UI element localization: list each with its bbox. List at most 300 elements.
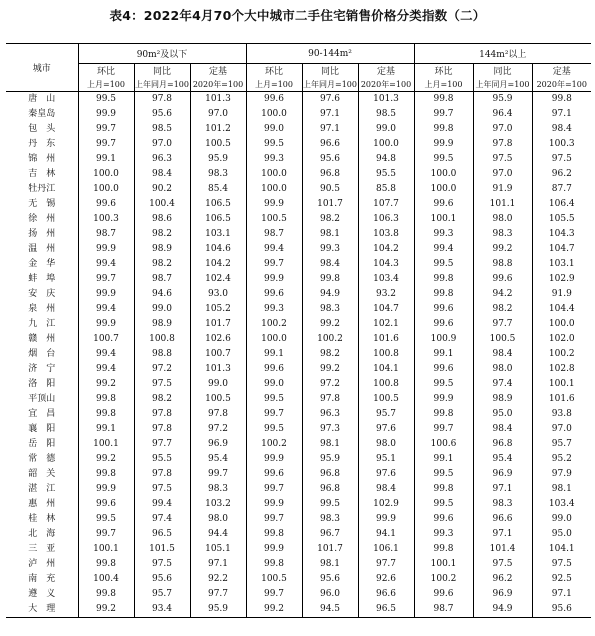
index-value: 100.5 [190, 137, 246, 152]
index-value: 102.9 [358, 497, 414, 512]
index-value: 97.7 [134, 437, 190, 452]
table-row [6, 242, 591, 257]
index-value: 99.6 [414, 317, 473, 332]
index-value: 98.8 [473, 257, 532, 272]
index-value: 97.1 [302, 107, 358, 122]
index-value: 99.3 [302, 242, 358, 257]
index-value: 98.4 [473, 422, 532, 437]
index-value: 101.7 [302, 542, 358, 557]
city-name: 平顶山 [28, 394, 56, 404]
index-value: 98.1 [302, 437, 358, 452]
col-base: 上年同月=100 [134, 77, 190, 92]
index-value: 98.2 [134, 257, 190, 272]
index-value: 100.2 [246, 437, 302, 452]
index-value: 97.4 [473, 377, 532, 392]
index-value: 101.6 [532, 392, 591, 407]
index-value: 97.0 [473, 167, 532, 182]
table-row [6, 422, 591, 437]
index-value: 97.8 [134, 467, 190, 482]
index-value: 97.0 [473, 122, 532, 137]
index-value: 99.9 [414, 392, 473, 407]
index-value: 99.4 [78, 302, 134, 317]
city-name: 秦皇岛 [28, 109, 56, 119]
index-value: 99.5 [246, 422, 302, 437]
table-row [6, 302, 591, 317]
city-name: 赣 州 [28, 334, 56, 344]
index-value: 104.1 [532, 542, 591, 557]
table-row [6, 602, 591, 618]
index-value: 99.1 [414, 452, 473, 467]
index-value: 99.6 [414, 197, 473, 212]
index-value: 99.8 [78, 392, 134, 407]
index-value: 95.9 [190, 152, 246, 167]
index-value: 87.7 [532, 182, 591, 197]
index-value: 95.7 [134, 587, 190, 602]
table-row [6, 392, 591, 407]
index-value: 104.3 [532, 227, 591, 242]
table-row [6, 452, 591, 467]
index-value: 99.9 [246, 497, 302, 512]
index-value: 99.5 [414, 152, 473, 167]
index-value: 99.4 [78, 362, 134, 377]
index-value: 99.5 [414, 257, 473, 272]
index-value: 97.5 [473, 557, 532, 572]
table-row [6, 467, 591, 482]
city-name: 大 理 [6, 602, 78, 618]
table-row [6, 377, 591, 392]
index-value: 98.1 [302, 227, 358, 242]
index-value: 99.7 [246, 587, 302, 602]
index-value: 98.9 [473, 392, 532, 407]
index-value: 100.0 [532, 317, 591, 332]
index-value: 98.7 [414, 602, 473, 618]
index-value: 99.7 [414, 107, 473, 122]
index-value: 93.4 [134, 602, 190, 618]
col-base: 上月=100 [414, 77, 473, 92]
index-value: 98.7 [246, 227, 302, 242]
index-value: 92.2 [190, 572, 246, 587]
index-value: 99.6 [414, 362, 473, 377]
index-value: 98.2 [473, 302, 532, 317]
index-value: 94.2 [473, 287, 532, 302]
index-value: 99.9 [246, 272, 302, 287]
index-value: 99.9 [78, 242, 134, 257]
index-value: 85.8 [358, 182, 414, 197]
index-value: 99.8 [302, 272, 358, 287]
index-value: 94.6 [134, 287, 190, 302]
index-value: 99.8 [414, 482, 473, 497]
index-value: 97.8 [190, 407, 246, 422]
index-value: 99.6 [78, 497, 134, 512]
index-value: 96.4 [473, 107, 532, 122]
col-fixed: 定基 [358, 64, 414, 78]
index-value: 99.4 [414, 242, 473, 257]
table-row [6, 287, 591, 302]
index-value: 96.8 [302, 467, 358, 482]
index-value: 99.6 [246, 92, 302, 108]
index-value: 102.8 [532, 362, 591, 377]
index-value: 97.0 [134, 137, 190, 152]
city-name: 湛 江 [28, 484, 56, 494]
index-value: 100.0 [78, 182, 134, 197]
city-name: 唐 山 [28, 94, 56, 104]
index-value: 100.5 [358, 392, 414, 407]
index-value: 101.5 [134, 542, 190, 557]
index-value: 99.6 [246, 287, 302, 302]
table-row [6, 137, 591, 152]
col-yoy: 同比 [302, 64, 358, 78]
city-name: 桂 林 [28, 514, 56, 524]
index-value: 104.4 [532, 302, 591, 317]
index-value: 99.6 [246, 467, 302, 482]
index-value: 99.5 [414, 377, 473, 392]
index-value: 97.8 [302, 392, 358, 407]
group-header-medium: 90-144m² [246, 44, 414, 64]
index-value: 99.7 [78, 122, 134, 137]
index-value: 99.3 [246, 152, 302, 167]
index-value: 96.9 [190, 437, 246, 452]
index-value: 99.8 [78, 557, 134, 572]
index-value: 99.9 [78, 317, 134, 332]
index-value: 100.2 [414, 572, 473, 587]
index-value: 101.3 [358, 92, 414, 108]
index-value: 101.2 [190, 122, 246, 137]
price-index-table [6, 43, 591, 618]
index-value: 98.9 [134, 317, 190, 332]
index-value: 98.2 [134, 227, 190, 242]
index-value: 100.0 [414, 182, 473, 197]
city-name: 济 宁 [28, 364, 56, 374]
index-value: 100.5 [246, 212, 302, 227]
index-value: 103.4 [358, 272, 414, 287]
index-value: 97.5 [134, 482, 190, 497]
index-value: 103.4 [532, 497, 591, 512]
index-value: 98.5 [134, 122, 190, 137]
index-value: 99.9 [78, 107, 134, 122]
index-value: 100.8 [134, 332, 190, 347]
index-value: 100.0 [246, 107, 302, 122]
index-value: 100.2 [302, 332, 358, 347]
table-row [6, 482, 591, 497]
index-value: 96.2 [532, 167, 591, 182]
index-value: 97.2 [134, 362, 190, 377]
index-value: 99.1 [78, 152, 134, 167]
index-value: 103.1 [190, 227, 246, 242]
index-value: 99.7 [78, 527, 134, 542]
group-header-large: 144m²以上 [414, 44, 591, 64]
index-value: 99.9 [246, 452, 302, 467]
index-value: 106.5 [190, 212, 246, 227]
index-value: 99.0 [190, 377, 246, 392]
index-value: 97.8 [473, 137, 532, 152]
index-value: 95.6 [134, 107, 190, 122]
city-name: 蚌 埠 [28, 274, 56, 284]
index-value: 100.9 [414, 332, 473, 347]
index-value: 99.1 [78, 422, 134, 437]
index-value: 99.0 [358, 122, 414, 137]
index-value: 100.6 [414, 437, 473, 452]
index-value: 95.5 [358, 167, 414, 182]
index-value: 99.8 [78, 467, 134, 482]
index-value: 100.1 [414, 212, 473, 227]
index-value: 100.7 [190, 347, 246, 362]
city-name: 烟 台 [28, 349, 56, 359]
index-value: 99.7 [246, 407, 302, 422]
index-value: 95.4 [473, 452, 532, 467]
index-value: 92.6 [358, 572, 414, 587]
table-row [6, 512, 591, 527]
index-value: 99.5 [78, 512, 134, 527]
index-value: 99.3 [414, 527, 473, 542]
index-value: 107.7 [358, 197, 414, 212]
index-value: 95.6 [134, 572, 190, 587]
col-yoy: 同比 [473, 64, 532, 78]
index-value: 99.8 [78, 407, 134, 422]
city-name: 包 头 [28, 124, 56, 134]
table-row [6, 332, 591, 347]
city-name: 泉 州 [28, 304, 56, 314]
city-name: 牡丹江 [28, 184, 56, 194]
index-value: 99.8 [414, 92, 473, 108]
city-name: 徐 州 [28, 214, 56, 224]
index-value: 99.0 [134, 302, 190, 317]
index-value: 94.1 [358, 527, 414, 542]
index-value: 98.5 [358, 107, 414, 122]
col-base: 上月=100 [246, 77, 302, 92]
city-name: 三 亚 [28, 544, 56, 554]
index-value: 100.1 [414, 557, 473, 572]
index-value: 106.4 [532, 197, 591, 212]
index-value: 94.9 [473, 602, 532, 618]
index-value: 99.5 [302, 497, 358, 512]
index-value: 99.8 [414, 272, 473, 287]
index-value: 97.1 [190, 557, 246, 572]
index-value: 104.7 [358, 302, 414, 317]
index-value: 96.3 [302, 407, 358, 422]
city-name: 安 庆 [28, 289, 56, 299]
index-value: 100.0 [246, 332, 302, 347]
index-value: 98.7 [78, 227, 134, 242]
index-value: 97.1 [302, 122, 358, 137]
index-value: 100.0 [78, 167, 134, 182]
table-row [6, 572, 591, 587]
index-value: 100.1 [78, 437, 134, 452]
index-value: 102.9 [532, 272, 591, 287]
index-value: 97.0 [190, 107, 246, 122]
index-value: 99.5 [78, 92, 134, 108]
index-value: 99.7 [246, 257, 302, 272]
index-value: 99.5 [414, 497, 473, 512]
index-value: 100.0 [246, 182, 302, 197]
index-value: 96.9 [473, 587, 532, 602]
index-value: 99.1 [246, 347, 302, 362]
index-value: 97.1 [532, 107, 591, 122]
index-value: 99.0 [246, 122, 302, 137]
col-base: 上年同月=100 [302, 77, 358, 92]
index-value: 99.6 [414, 512, 473, 527]
index-value: 102.6 [190, 332, 246, 347]
index-value: 90.5 [302, 182, 358, 197]
index-value: 96.8 [473, 437, 532, 452]
table-row [6, 227, 591, 242]
index-value: 101.7 [302, 197, 358, 212]
city-name: 常 德 [28, 454, 56, 464]
index-value: 101.3 [190, 362, 246, 377]
index-value: 104.3 [358, 257, 414, 272]
index-value: 99.0 [246, 377, 302, 392]
index-value: 106.5 [190, 197, 246, 212]
index-value: 95.2 [532, 452, 591, 467]
index-value: 100.0 [414, 167, 473, 182]
index-value: 97.5 [134, 377, 190, 392]
index-value: 99.8 [414, 122, 473, 137]
index-value: 97.1 [473, 527, 532, 542]
index-value: 99.7 [246, 512, 302, 527]
index-value: 105.1 [190, 542, 246, 557]
index-value: 95.6 [302, 572, 358, 587]
index-value: 95.1 [358, 452, 414, 467]
index-value: 96.2 [473, 572, 532, 587]
city-name: 扬 州 [28, 229, 56, 239]
index-value: 96.8 [302, 482, 358, 497]
index-value: 90.2 [134, 182, 190, 197]
col-base: 2020年=100 [190, 77, 246, 92]
index-value: 95.9 [302, 452, 358, 467]
index-value: 102.0 [532, 332, 591, 347]
col-fixed: 定基 [532, 64, 591, 78]
city-name: 温 州 [28, 244, 56, 254]
index-value: 98.3 [302, 302, 358, 317]
index-value: 100.1 [532, 377, 591, 392]
table-row [6, 542, 591, 557]
index-value: 97.6 [358, 422, 414, 437]
index-value: 97.4 [134, 512, 190, 527]
col-yoy: 同比 [134, 64, 190, 78]
index-value: 101.3 [190, 92, 246, 108]
index-value: 98.4 [302, 257, 358, 272]
index-value: 97.8 [134, 407, 190, 422]
index-value: 99.2 [302, 317, 358, 332]
index-value: 97.1 [532, 587, 591, 602]
index-value: 98.7 [134, 272, 190, 287]
index-value: 99.8 [532, 92, 591, 108]
index-value: 95.6 [532, 602, 591, 618]
index-value: 99.4 [78, 347, 134, 362]
index-value: 98.0 [473, 212, 532, 227]
index-value: 99.9 [414, 137, 473, 152]
index-value: 98.2 [134, 392, 190, 407]
index-value: 97.3 [302, 422, 358, 437]
city-name: 丹 东 [28, 139, 56, 149]
index-value: 93.8 [532, 407, 591, 422]
index-value: 99.3 [246, 302, 302, 317]
index-value: 94.5 [302, 602, 358, 618]
table-row [6, 362, 591, 377]
index-value: 105.5 [532, 212, 591, 227]
table-row [6, 212, 591, 227]
index-value: 98.2 [302, 212, 358, 227]
index-value: 99.3 [414, 227, 473, 242]
index-value: 99.6 [414, 587, 473, 602]
index-value: 104.2 [190, 257, 246, 272]
index-value: 94.9 [302, 287, 358, 302]
index-value: 99.6 [78, 197, 134, 212]
index-value: 99.6 [246, 362, 302, 377]
index-value: 85.4 [190, 182, 246, 197]
index-value: 99.7 [78, 137, 134, 152]
city-name: 锦 州 [28, 154, 56, 164]
table-row [6, 257, 591, 272]
index-value: 99.5 [246, 137, 302, 152]
table-row [6, 497, 591, 512]
index-value: 98.0 [358, 437, 414, 452]
index-value: 92.5 [532, 572, 591, 587]
index-value: 97.8 [134, 422, 190, 437]
index-value: 93.2 [358, 287, 414, 302]
col-fixed: 定基 [190, 64, 246, 78]
index-value: 100.5 [190, 392, 246, 407]
index-value: 97.5 [473, 152, 532, 167]
index-value: 98.0 [473, 362, 532, 377]
col-mom: 环比 [78, 64, 134, 78]
index-value: 99.5 [414, 467, 473, 482]
index-value: 99.6 [414, 302, 473, 317]
index-value: 99.4 [246, 242, 302, 257]
index-value: 100.4 [134, 197, 190, 212]
table-row [6, 317, 591, 332]
index-value: 95.4 [190, 452, 246, 467]
index-value: 97.5 [532, 557, 591, 572]
index-value: 100.2 [532, 347, 591, 362]
table-row [6, 407, 591, 422]
index-value: 99.7 [78, 272, 134, 287]
index-value: 99.7 [414, 422, 473, 437]
city-name: 九 江 [28, 319, 56, 329]
index-value: 103.1 [532, 257, 591, 272]
index-value: 101.6 [358, 332, 414, 347]
index-value: 99.5 [246, 392, 302, 407]
table-row [6, 167, 591, 182]
table-row [6, 347, 591, 362]
index-value: 97.5 [532, 152, 591, 167]
index-value: 103.8 [358, 227, 414, 242]
index-value: 98.4 [134, 167, 190, 182]
index-value: 91.9 [473, 182, 532, 197]
table-row [6, 557, 591, 572]
index-value: 93.0 [190, 287, 246, 302]
index-value: 97.7 [358, 557, 414, 572]
index-value: 96.3 [134, 152, 190, 167]
index-value: 97.6 [358, 467, 414, 482]
col-base: 上月=100 [78, 77, 134, 92]
index-value: 98.1 [302, 557, 358, 572]
city-name: 泸 州 [28, 559, 56, 569]
city-name: 襄 阳 [28, 424, 56, 434]
index-value: 98.3 [473, 497, 532, 512]
city-name: 无 锡 [28, 199, 56, 209]
index-value: 98.3 [302, 512, 358, 527]
index-value: 95.7 [358, 407, 414, 422]
index-value: 105.2 [190, 302, 246, 317]
index-value: 100.0 [246, 167, 302, 182]
city-name: 遵 义 [28, 589, 56, 599]
index-value: 98.8 [134, 347, 190, 362]
index-value: 104.6 [190, 242, 246, 257]
index-value: 100.5 [246, 572, 302, 587]
index-value: 100.8 [358, 347, 414, 362]
index-value: 96.6 [302, 137, 358, 152]
index-value: 98.6 [134, 212, 190, 227]
